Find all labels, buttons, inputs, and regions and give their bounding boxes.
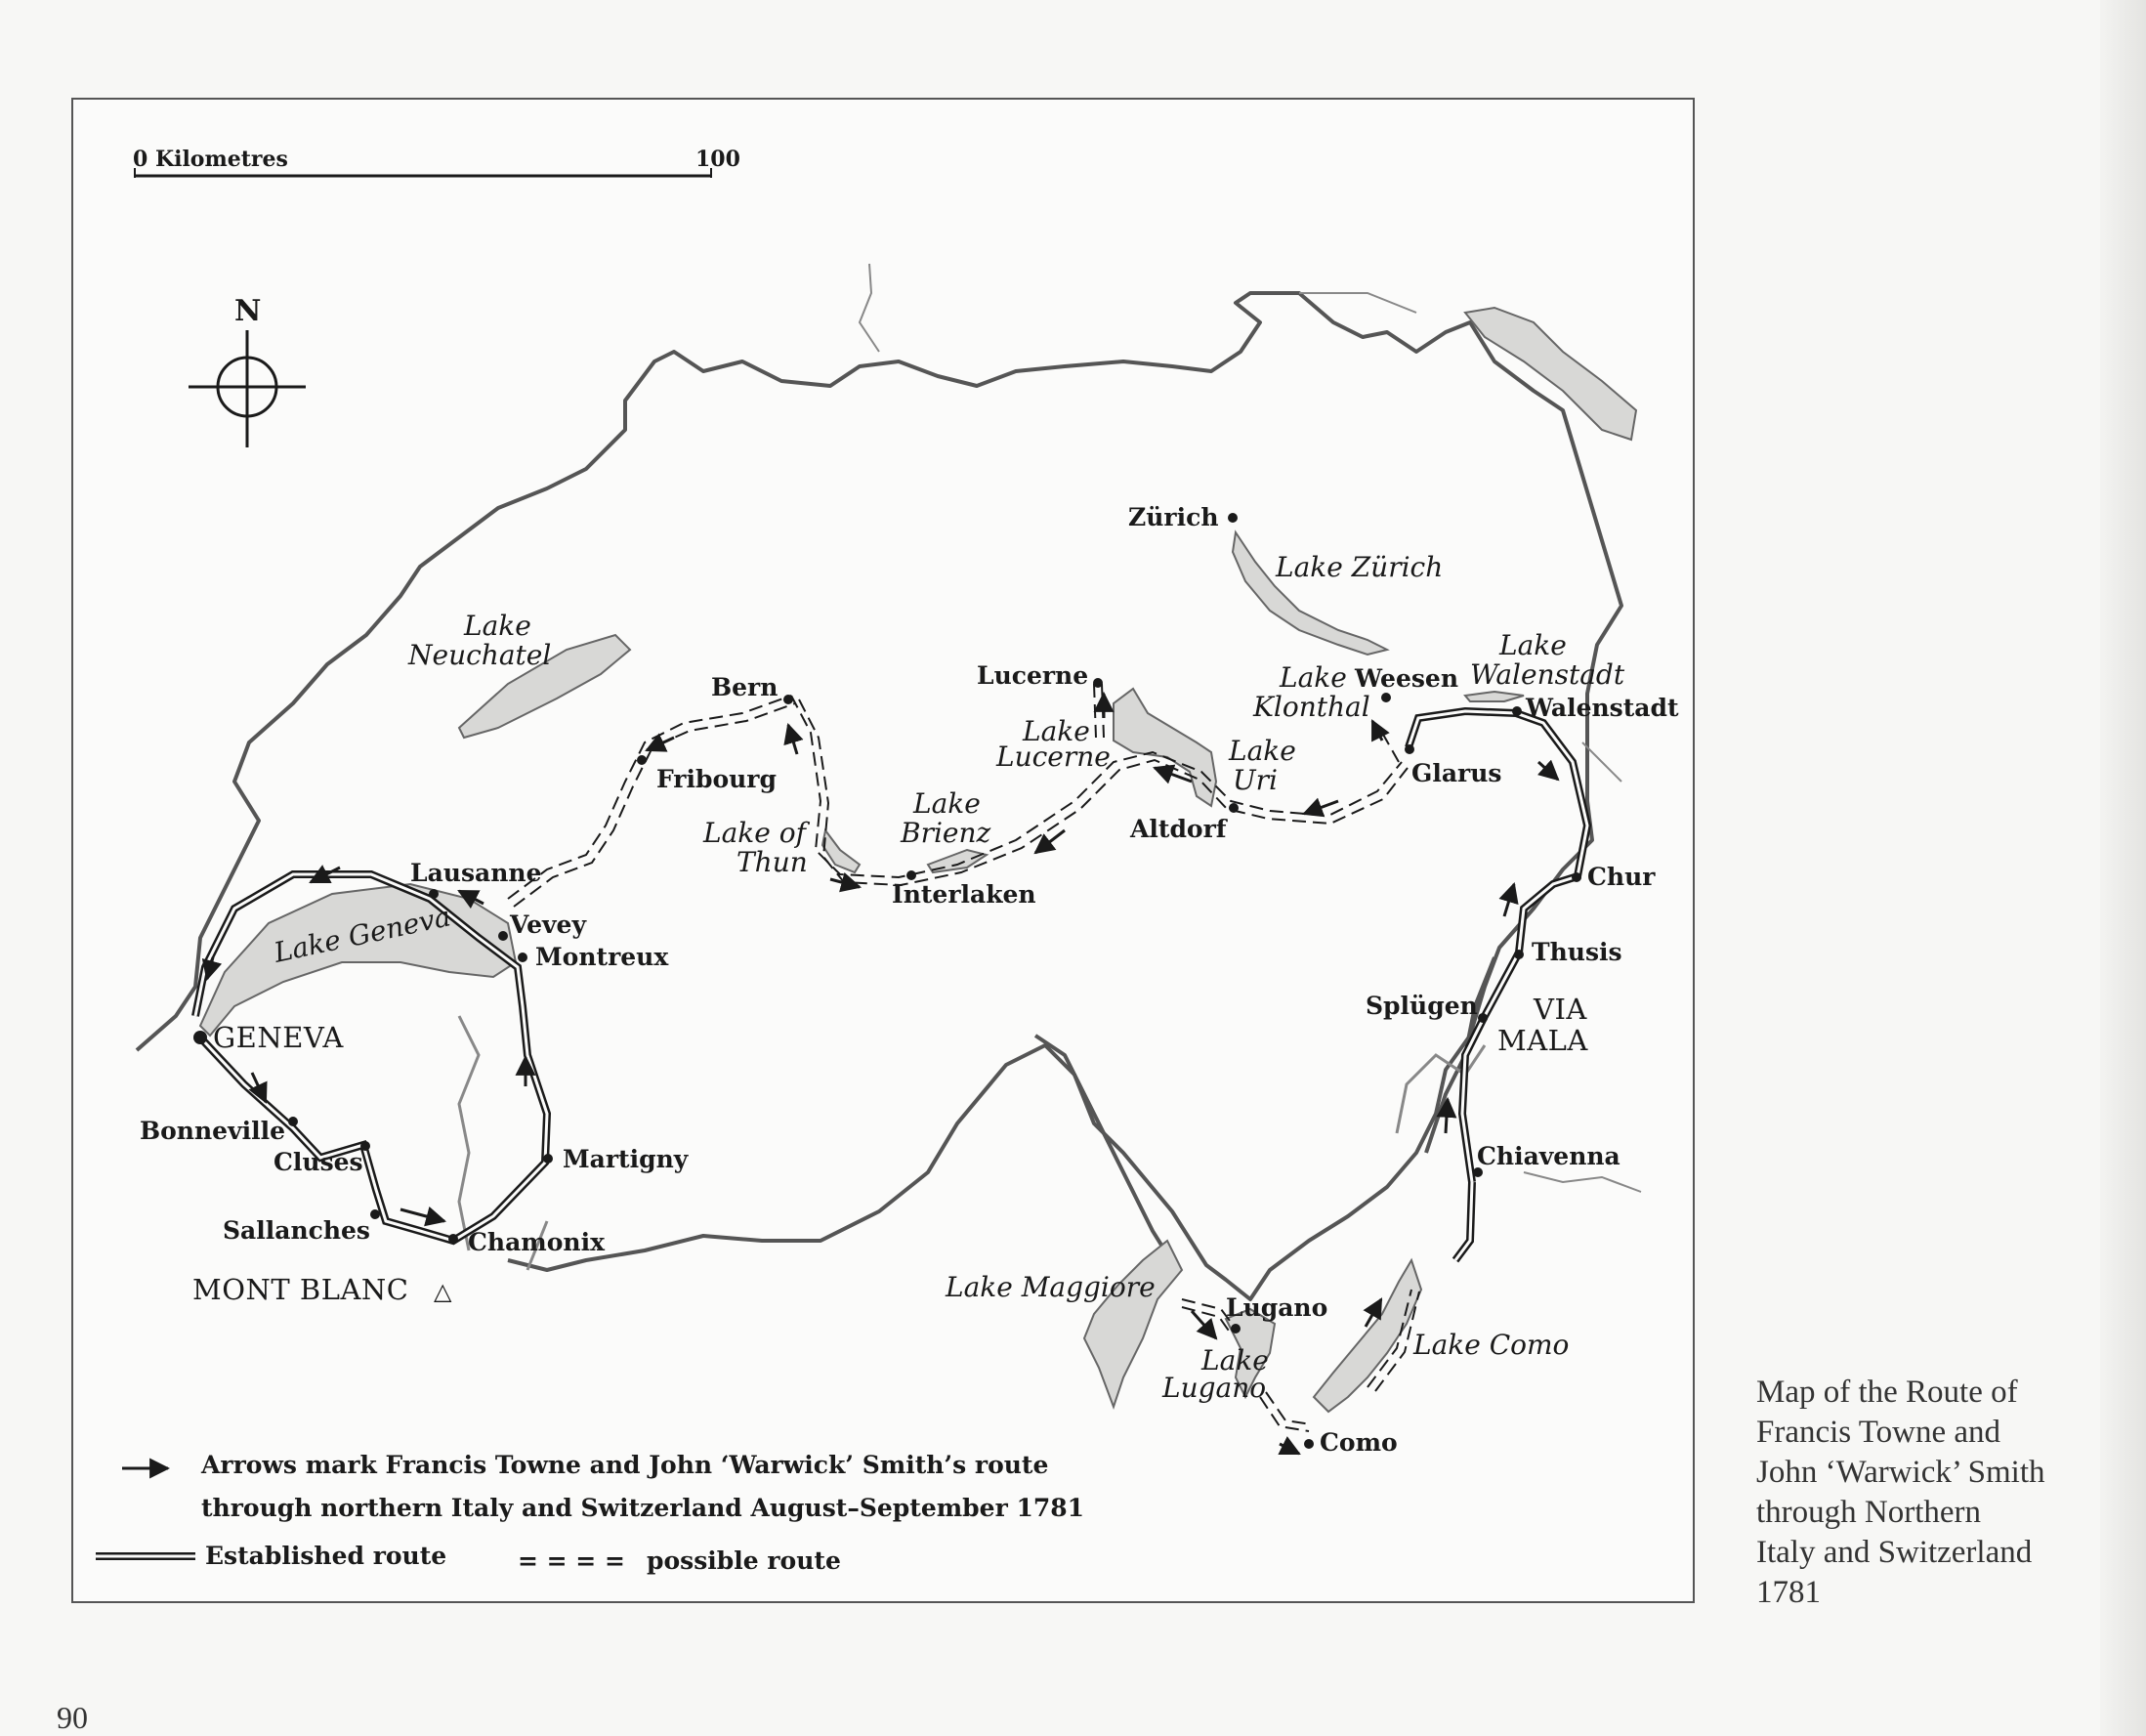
- established-route: [195, 711, 1587, 1260]
- town-label-como: Como: [1320, 1428, 1398, 1457]
- lake-label-thun-line1: Lake of: [703, 817, 806, 849]
- town-label-thusis: Thusis: [1532, 938, 1622, 966]
- legend: [96, 1451, 1084, 1575]
- town-label-chiavenna: Chiavenna: [1477, 1142, 1620, 1170]
- town-label-lucerne: Lucerne: [977, 661, 1089, 690]
- town-label-splugen: Splügen: [1366, 992, 1478, 1020]
- legend-possible-icon: = = = =: [518, 1546, 625, 1575]
- route-arrow: [788, 725, 797, 754]
- legend-established-label: Established route: [205, 1542, 447, 1570]
- town-label-fribourg: Fribourg: [656, 765, 777, 793]
- town-label-chur: Chur: [1587, 863, 1656, 891]
- lake-label-lugano-line2: Lugano: [1162, 1372, 1267, 1404]
- lake-label-lucerne-line1: Lake: [1023, 715, 1090, 747]
- caption-line: Map of the Route of: [1756, 1375, 2018, 1410]
- route-arrow: [1372, 721, 1382, 741]
- lake-label-walenstadt-line1: Lake: [1499, 629, 1567, 661]
- lake-label-brienz-line2: Brienz: [901, 817, 991, 849]
- lake-constance-shape: [1465, 308, 1636, 440]
- town-label-bonneville: Bonneville: [140, 1117, 285, 1145]
- lake-lucerne-shape: [1114, 689, 1216, 806]
- lake-label-lucerne-line2: Lucerne: [996, 741, 1111, 773]
- route-arrow: [1446, 1099, 1448, 1133]
- town-label-lausanne: Lausanne: [410, 859, 542, 887]
- town-label-walenstadt: Walenstadt: [1526, 694, 1679, 722]
- caption-line: through Northern: [1756, 1495, 1982, 1530]
- lake-label-uri-line1: Lake: [1229, 735, 1296, 767]
- legend-arrows-line2: through northern Italy and Switzerland August–September 1781: [201, 1494, 1085, 1522]
- lake-label-lugano-line1: Lake: [1201, 1344, 1269, 1376]
- town-label-chamonix: Chamonix: [468, 1228, 605, 1256]
- town-label-glarus: Glarus: [1411, 759, 1502, 787]
- lake-label-thun-line2: Thun: [736, 846, 808, 878]
- town-label-interlaken: Interlaken: [892, 880, 1036, 909]
- town-label-weesen: Weesen: [1355, 664, 1459, 693]
- lake-label-geneva: Lake Geneva: [271, 900, 454, 969]
- route-arrows: [207, 694, 1558, 1454]
- route-arrow: [1280, 1444, 1299, 1454]
- lake-label-como: Lake Como: [1413, 1329, 1570, 1361]
- town-label-cluses: Cluses: [274, 1148, 363, 1176]
- lake-label-zurich: Lake Zürich: [1276, 551, 1444, 583]
- town-label-sallanches: Sallanches: [223, 1216, 371, 1245]
- caption-line: Francis Towne and: [1756, 1415, 2001, 1450]
- town-label-bern: Bern: [711, 673, 778, 701]
- lake-label-brienz-line1: Lake: [913, 787, 981, 820]
- route-arrow: [1504, 884, 1514, 916]
- north-label: N: [234, 294, 262, 328]
- route-arrow: [1304, 801, 1338, 814]
- lake-label-maggiore: Lake Maggiore: [946, 1271, 1156, 1303]
- lake-label-klonthal-line2: Klonthal: [1253, 691, 1370, 723]
- town-label-montreux: Montreux: [535, 943, 669, 971]
- route-arrow: [1035, 830, 1065, 853]
- town-label-altdorf: Altdorf: [1130, 815, 1227, 843]
- via-mala-label-line2: MALA: [1497, 1024, 1588, 1057]
- legend-possible-label: possible route: [647, 1546, 841, 1575]
- caption-line: 1781: [1756, 1575, 1821, 1610]
- town-label-vevey: Vevey: [510, 910, 586, 939]
- valley-line: [459, 1016, 1485, 1270]
- scale-bar: [133, 147, 740, 178]
- lake-como-shape: [1314, 1260, 1421, 1412]
- caption-line: John ‘Warwick’ Smith: [1756, 1455, 2045, 1490]
- via-mala-label-line1: VIA: [1534, 993, 1587, 1026]
- lake-thun-shape: [822, 830, 860, 872]
- feature-labels: [192, 993, 1588, 1306]
- route-arrow: [1538, 762, 1558, 780]
- caption-line: Italy and Switzerland: [1756, 1535, 2033, 1570]
- compass-icon: [189, 294, 306, 447]
- town-label-lugano: Lugano: [1226, 1293, 1328, 1322]
- lake-label-klonthal-line1: Lake: [1280, 661, 1347, 694]
- mont-blanc-label: MONT BLANC: [192, 1273, 409, 1306]
- lake-label-walenstadt-line2: Walenstadt: [1470, 658, 1625, 691]
- lake-walenstadt-shape: [1465, 692, 1524, 701]
- lake-label-uri-line2: Uri: [1233, 764, 1278, 796]
- page-number: 90: [57, 1700, 88, 1735]
- scale-end-label: 100: [695, 147, 740, 172]
- lake-label-neuchatel-line1: Lake: [464, 610, 531, 642]
- route-arrow: [400, 1209, 444, 1221]
- town-label-geneva: GENEVA: [213, 1021, 344, 1054]
- lake-geneva-shape: [200, 884, 516, 1036]
- route-arrow: [647, 738, 674, 750]
- town-labels: [140, 503, 1679, 1457]
- map-caption: [1756, 1373, 2088, 1613]
- town-label-martigny: Martigny: [563, 1145, 689, 1173]
- town-label-zurich: Zürich: [1128, 503, 1219, 531]
- legend-arrows-line1: Arrows mark Francis Towne and John ‘Warwick’ Smith’s route: [201, 1451, 1049, 1479]
- scale-start-label: 0 Kilometres: [133, 147, 288, 172]
- mountain-icon: △: [434, 1278, 452, 1305]
- lake-label-neuchatel-line2: Neuchatel: [408, 639, 552, 671]
